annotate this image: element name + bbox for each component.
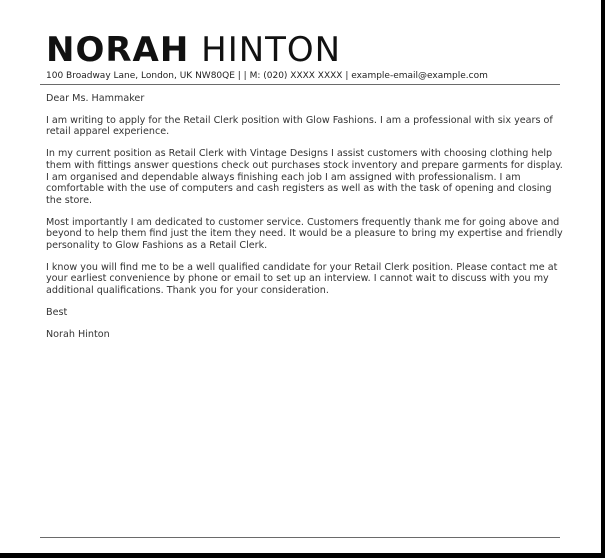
sender-first-name: NORAH — [46, 30, 190, 70]
paragraph-closing: I know you will find me to be a well qualified candidate for your Retail Clerk position. Please contact me at your earliest convenience by phone or email to set up an interview. I cannot wait to discuss with you my additional qualifications. Thank you for your consideration. — [46, 261, 558, 297]
paragraph-intro: I am writing to apply for the Retail Clerk position with Glow Fashions. I am a professional with six years of retail apparel experience. — [46, 114, 553, 138]
contact-line: 100 Broadway Lane, London, UK NW80QE | | M: (020) XXXX XXXX | example-email@example.com — [46, 71, 488, 81]
sender-last-name: HINTON — [201, 30, 342, 70]
footer-divider — [40, 537, 560, 538]
signature: Norah Hinton — [46, 328, 110, 340]
paragraph-service: Most importantly I am dedicated to customer service. Customers frequently thank me for going above and beyond to help them find just the item they need. It would be a pleasure to bring my expertise and friendly personality to Glow Fashions as a Retail Clerk. — [46, 216, 563, 252]
salutation: Dear Ms. Hammaker — [46, 93, 145, 104]
closing: Best — [46, 306, 68, 318]
sender-name — [46, 30, 341, 70]
header-divider — [40, 84, 560, 85]
letter-body — [46, 93, 566, 350]
paragraph-experience: In my current position as Retail Clerk with Vintage Designs I assist customers with choosing clothing help them with fittings answer questions check out purchases stock inventory and prepare garments for display. I am organised and dependable always finishing each job I am assigned with professionalism. I am comfortable with the use of computers and cash registers as well as with the task of opening and closing the store. — [46, 148, 563, 206]
